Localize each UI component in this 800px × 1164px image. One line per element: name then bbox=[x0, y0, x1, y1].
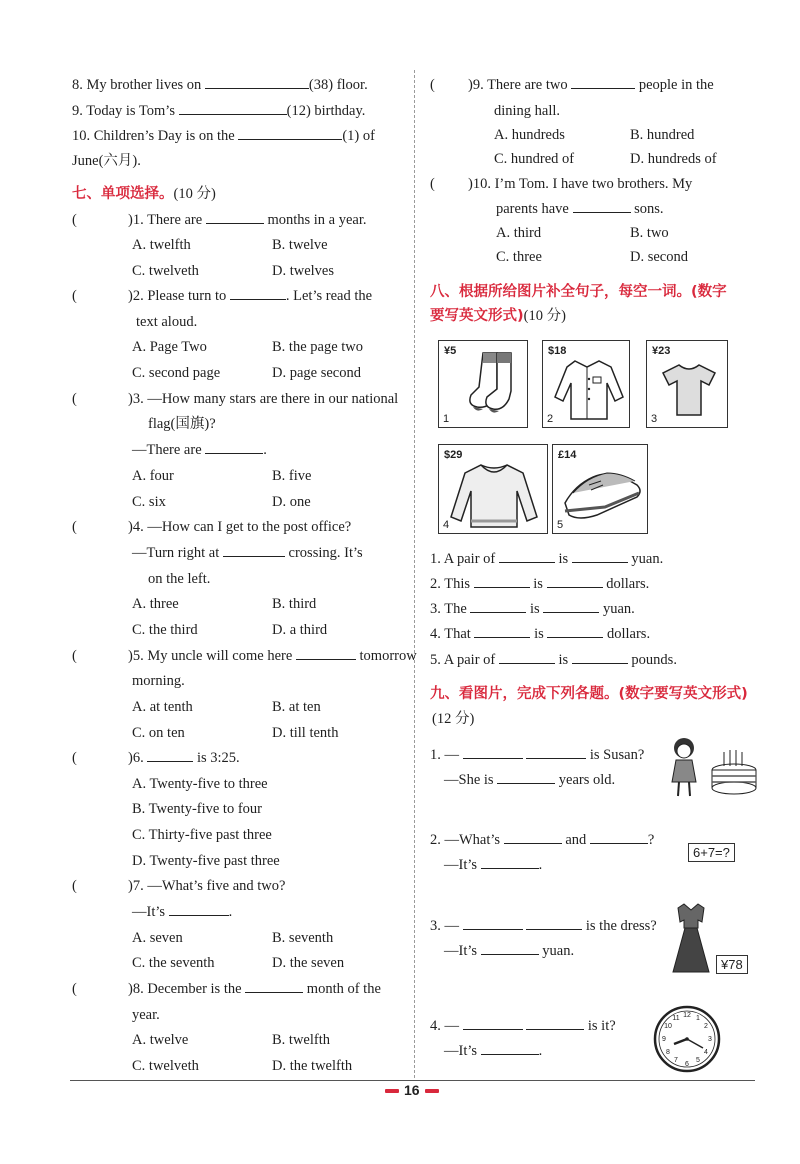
option-d[interactable]: D. one bbox=[272, 494, 311, 510]
answer-blank[interactable] bbox=[470, 600, 526, 613]
clock-icon bbox=[652, 1004, 722, 1074]
s9-question-4: 4. — is it? bbox=[430, 1018, 616, 1034]
column-divider bbox=[414, 70, 415, 1078]
s9-answer-1: —She is years old. bbox=[444, 772, 616, 788]
option-a[interactable]: A. at tenth bbox=[132, 699, 193, 715]
section-7-title: 七、单项选择。(10 分) bbox=[72, 186, 216, 202]
option-c[interactable]: C. six bbox=[132, 494, 166, 510]
option-b[interactable]: B. twelfth bbox=[272, 1032, 330, 1048]
shirt-icon bbox=[549, 357, 625, 423]
section-8-title-cont: 要写英文形式)(10 分) bbox=[430, 308, 566, 324]
answer-blank[interactable] bbox=[504, 831, 562, 844]
option-a[interactable]: A. twelve bbox=[132, 1032, 189, 1048]
answer-blank[interactable] bbox=[497, 771, 555, 784]
s8-sentence-1: 1. A pair of is yuan. bbox=[430, 551, 664, 567]
question-7-stem-cont: —It’s . bbox=[132, 904, 233, 920]
picture-shoes: £14 5 bbox=[552, 444, 648, 534]
answer-blank[interactable] bbox=[571, 76, 635, 89]
question-8-stem-cont: year. bbox=[132, 1007, 160, 1023]
answer-blank[interactable] bbox=[147, 749, 193, 762]
s8-sentence-2: 2. This is dollars. bbox=[430, 576, 650, 592]
option-b[interactable]: B. seventh bbox=[272, 930, 334, 946]
question-4-stem: ( )4. —How can I get to the post office? bbox=[72, 519, 352, 535]
option-d[interactable]: D. the seven bbox=[272, 955, 345, 971]
svg-text:12: 12 bbox=[683, 1012, 691, 1019]
question-5-stem-cont: morning. bbox=[132, 673, 185, 689]
option-a[interactable]: A. hundreds bbox=[494, 127, 565, 143]
svg-text:2: 2 bbox=[704, 1023, 708, 1030]
option-b[interactable]: B. third bbox=[272, 596, 317, 612]
picture-tshirt: ¥23 3 bbox=[646, 340, 728, 428]
price-box: ¥78 bbox=[716, 955, 748, 974]
s9-question-3: 3. — is the dress? bbox=[430, 918, 657, 934]
question-3-stem-answer: —There are . bbox=[132, 442, 267, 458]
s9-question-1: 1. — is Susan? bbox=[430, 747, 645, 763]
question-2-stem: ( )2. Please turn to . Let’s read the bbox=[72, 288, 373, 304]
s8-sentence-4: 4. That is dollars. bbox=[430, 626, 651, 642]
option-b[interactable]: B. two bbox=[630, 225, 669, 241]
answer-blank[interactable] bbox=[205, 76, 309, 89]
option-c[interactable]: C. Thirty-five past three bbox=[132, 827, 272, 843]
question-10-stem-cont: parents have sons. bbox=[496, 201, 664, 217]
question-9-stem: ( )9. There are two people in the bbox=[430, 77, 714, 93]
s9-answer-4: —It’s . bbox=[444, 1043, 543, 1059]
picture-sweater: $29 4 bbox=[438, 444, 548, 534]
s8-sentence-5: 5. A pair of is pounds. bbox=[430, 652, 677, 668]
question-5-stem: ( )5. My uncle will come here tomorrow bbox=[72, 648, 417, 664]
page-number: 16 bbox=[380, 1082, 444, 1098]
s9-answer-2: —It’s . bbox=[444, 857, 543, 873]
option-c[interactable]: C. twelveth bbox=[132, 263, 199, 279]
answer-blank[interactable] bbox=[238, 127, 342, 140]
answer-blank[interactable] bbox=[481, 942, 539, 955]
math-problem-box: 6+7=? bbox=[688, 843, 735, 862]
option-c[interactable]: C. second page bbox=[132, 365, 221, 381]
s9-question-2: 2. —What’s and ? bbox=[430, 832, 655, 848]
question-3-stem-cont: flag(国旗)? bbox=[148, 416, 216, 432]
answer-blank[interactable] bbox=[179, 102, 287, 115]
answer-blank[interactable] bbox=[205, 441, 263, 454]
option-c[interactable]: C. twelveth bbox=[132, 1058, 199, 1074]
fill-sentence-9: 9. Today is Tom’s (12) birthday. bbox=[72, 103, 366, 119]
answer-blank[interactable] bbox=[169, 903, 229, 916]
answer-blank[interactable] bbox=[230, 287, 286, 300]
question-1-stem: ( )1. There are months in a year. bbox=[72, 212, 367, 228]
option-b[interactable]: B. the page two bbox=[272, 339, 364, 355]
option-a[interactable]: A. seven bbox=[132, 930, 183, 946]
option-b[interactable]: B. hundred bbox=[630, 127, 695, 143]
question-8-stem: ( )8. December is the month of the bbox=[72, 981, 381, 997]
option-d[interactable]: D. Twenty-five past three bbox=[132, 853, 280, 869]
section-9-title: 九、看图片，完成下列各题。(数字要写英文形式) bbox=[430, 686, 748, 702]
svg-text:10: 10 bbox=[664, 1023, 672, 1030]
tshirt-icon bbox=[659, 361, 719, 421]
answer-blank[interactable] bbox=[481, 1042, 539, 1055]
socks-icon bbox=[463, 349, 523, 419]
option-a[interactable]: A. third bbox=[496, 225, 542, 241]
svg-text:3: 3 bbox=[708, 1036, 712, 1043]
answer-blank[interactable] bbox=[572, 550, 628, 563]
question-9-stem-cont: dining hall. bbox=[494, 103, 561, 119]
dress-icon bbox=[666, 900, 716, 976]
answer-blank[interactable] bbox=[223, 544, 285, 557]
option-c[interactable]: C. the seventh bbox=[132, 955, 215, 971]
s8-sentence-3: 3. The is yuan. bbox=[430, 601, 635, 617]
answer-blank[interactable] bbox=[547, 625, 603, 638]
option-b[interactable]: B. Twenty-five to four bbox=[132, 801, 262, 817]
option-c[interactable]: C. three bbox=[496, 249, 542, 265]
picture-shirt: $18 2 bbox=[542, 340, 630, 428]
girl-and-cake-icon bbox=[662, 734, 762, 798]
option-c[interactable]: C. the third bbox=[132, 622, 198, 638]
sweater-icon bbox=[449, 459, 539, 531]
svg-text:1: 1 bbox=[696, 1015, 700, 1022]
fill-sentence-10-cont: June(六月). bbox=[72, 153, 141, 169]
svg-text:9: 9 bbox=[662, 1036, 666, 1043]
question-3-stem: ( )3. —How many stars are there in our national bbox=[72, 391, 399, 407]
svg-text:5: 5 bbox=[696, 1057, 700, 1064]
option-c[interactable]: C. hundred of bbox=[494, 151, 575, 167]
footer-rule bbox=[70, 1080, 755, 1081]
answer-blank[interactable] bbox=[547, 575, 603, 588]
svg-text:6: 6 bbox=[685, 1061, 689, 1068]
question-10-stem: ( )10. I’m Tom. I have two brothers. My bbox=[430, 176, 693, 192]
answer-blank[interactable] bbox=[463, 746, 523, 759]
option-d[interactable]: D. page second bbox=[272, 365, 361, 381]
answer-blank[interactable] bbox=[474, 575, 530, 588]
option-b[interactable]: B. at ten bbox=[272, 699, 321, 715]
option-b[interactable]: B. twelve bbox=[272, 237, 328, 253]
section-9-score: (12 分) bbox=[432, 711, 475, 727]
answer-blank[interactable] bbox=[245, 980, 303, 993]
option-d[interactable]: D. hundreds of bbox=[630, 151, 717, 167]
answer-blank[interactable] bbox=[463, 1017, 523, 1030]
answer-blank[interactable] bbox=[499, 550, 555, 563]
answer-blank[interactable] bbox=[526, 746, 586, 759]
option-d[interactable]: D. a third bbox=[272, 622, 328, 638]
option-d[interactable]: D. twelves bbox=[272, 263, 335, 279]
answer-blank[interactable] bbox=[590, 831, 648, 844]
question-6-stem: ( )6. is 3:25. bbox=[72, 750, 240, 766]
option-d[interactable]: D. till tenth bbox=[272, 725, 339, 741]
answer-blank[interactable] bbox=[463, 917, 523, 930]
svg-text:4: 4 bbox=[704, 1049, 708, 1056]
question-2-stem-cont: text aloud. bbox=[136, 314, 198, 330]
question-4-stem-cont: —Turn right at crossing. It’s bbox=[132, 545, 363, 561]
shoes-icon bbox=[559, 463, 645, 529]
option-d[interactable]: D. second bbox=[630, 249, 688, 265]
option-c[interactable]: C. on ten bbox=[132, 725, 185, 741]
fill-sentence-10: 10. Children’s Day is on the (1) of bbox=[72, 128, 375, 144]
question-4-stem-cont2: on the left. bbox=[148, 571, 211, 587]
svg-text:11: 11 bbox=[672, 1015, 680, 1022]
answer-blank[interactable] bbox=[474, 625, 530, 638]
answer-blank[interactable] bbox=[481, 856, 539, 869]
answer-blank[interactable] bbox=[573, 200, 631, 213]
answer-blank[interactable] bbox=[206, 211, 264, 224]
answer-blank[interactable] bbox=[526, 1017, 584, 1030]
answer-blank[interactable] bbox=[499, 651, 555, 664]
answer-blank[interactable] bbox=[296, 647, 356, 660]
svg-text:8: 8 bbox=[666, 1049, 670, 1056]
option-a[interactable]: A. twelfth bbox=[132, 237, 191, 253]
s9-answer-3: —It’s yuan. bbox=[444, 943, 575, 959]
option-a[interactable]: A. Page Two bbox=[132, 339, 207, 355]
answer-blank[interactable] bbox=[526, 917, 582, 930]
section-8-title: 八、根据所给图片补全句子，每空一词。(数字 bbox=[430, 284, 727, 300]
option-a[interactable]: A. three bbox=[132, 596, 179, 612]
option-d[interactable]: D. the twelfth bbox=[272, 1058, 353, 1074]
svg-text:7: 7 bbox=[674, 1057, 678, 1064]
option-b[interactable]: B. five bbox=[272, 468, 312, 484]
option-a[interactable]: A. four bbox=[132, 468, 174, 484]
picture-socks: ¥5 1 bbox=[438, 340, 528, 428]
fill-sentence-8: 8. My brother lives on (38) floor. bbox=[72, 77, 368, 93]
option-a[interactable]: A. Twenty-five to three bbox=[132, 776, 268, 792]
answer-blank[interactable] bbox=[543, 600, 599, 613]
answer-blank[interactable] bbox=[572, 651, 628, 664]
question-7-stem: ( )7. —What’s five and two? bbox=[72, 878, 286, 894]
